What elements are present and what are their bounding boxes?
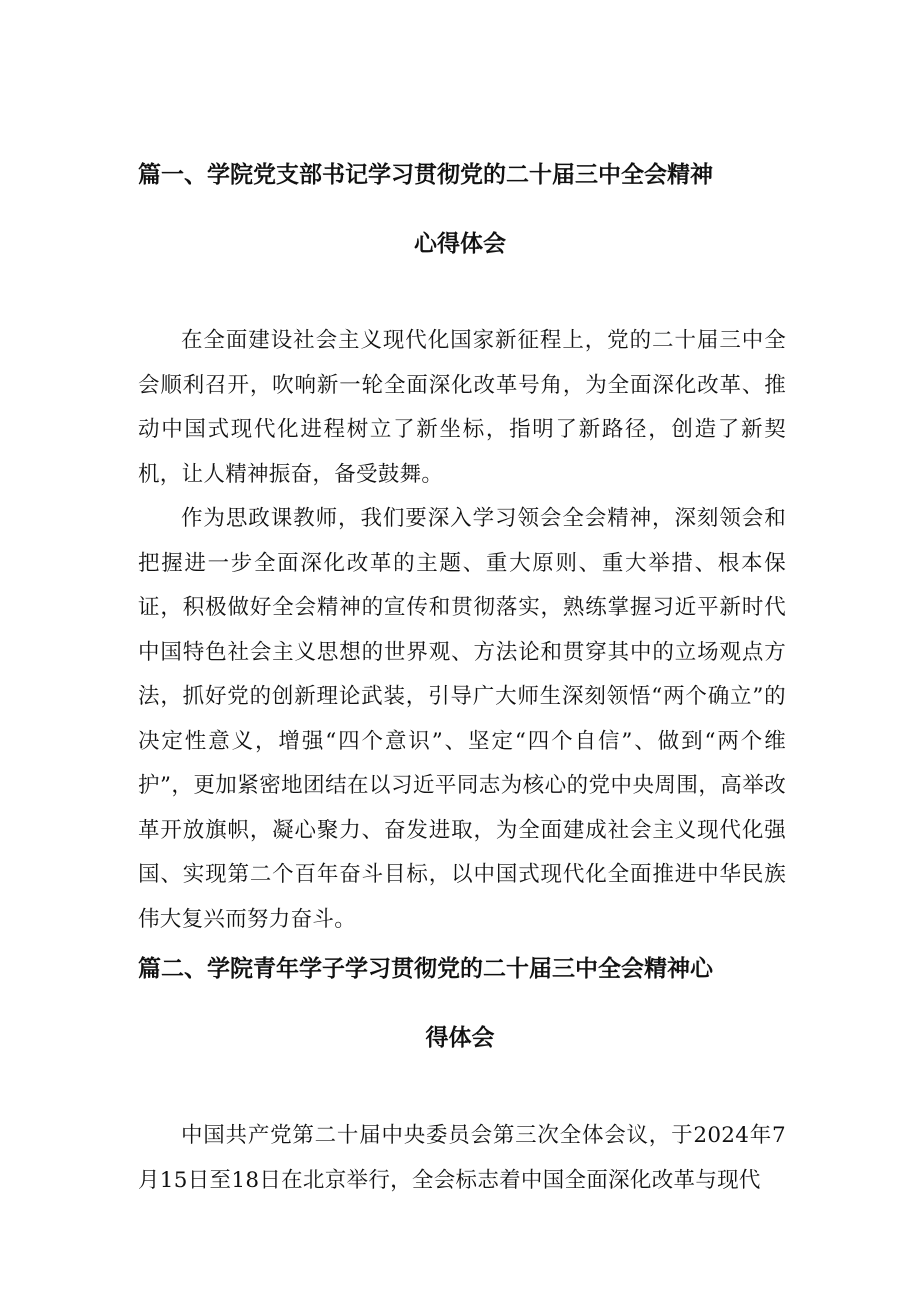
section1-title-line2: 心得体会 — [414, 231, 506, 257]
section1-paragraph-2: 作为思政课教师，我们要深入学习领会全会精神，深刻领会和把握进一步全面深化改革的主题、重大原则、重大举措、根本保证，积极做好全会精神的宣传和贯彻落实，熟练掌握习近平新时代中国特色社会主义思想的世界观、方法论和贯穿其中的立场观点方法，抓好党的创新理论武装，引导广大师生深刻领悟“两个确立”的决定性意义，增强“四个意识”、坚定“四个自信”、做到“两个维护”，更加紧密地团结在以习近平同志为核心的党中央周围，高举改革开放旗帜，凝心聚力、奋发进取，为全面建成社会主义现代化强国、实现第二个百年奋斗目标，以中国式现代化全面推进中华民族伟大复兴而努力奋斗。 — [138, 506, 786, 932]
section1-title-line1: 篇一、学院党支部书记学习贯彻党的二十届三中全会精神 — [138, 162, 713, 188]
section2-title-line2: 得体会 — [425, 1025, 495, 1051]
section1-paragraph-1: 在全面建设社会主义现代化国家新征程上，党的二十届三中全会顺利召开，吹响新一轮全面深化改革号角，为全面深化改革、推动中国式现代化进程树立了新坐标，指明了新路径，创造了新契机，让人精神振奋，备受鼓舞。 — [138, 328, 786, 487]
section2-title-line1: 篇二、学院青年学子学习贯彻党的二十届三中全会精神心 — [138, 956, 713, 982]
section2-paragraph-1: 中国共产党第二十届中央委员会第三次全体会议，于2024年7月15日至18日在北京举行，全会标志着中国全面深化改革与现代 — [138, 1123, 786, 1193]
